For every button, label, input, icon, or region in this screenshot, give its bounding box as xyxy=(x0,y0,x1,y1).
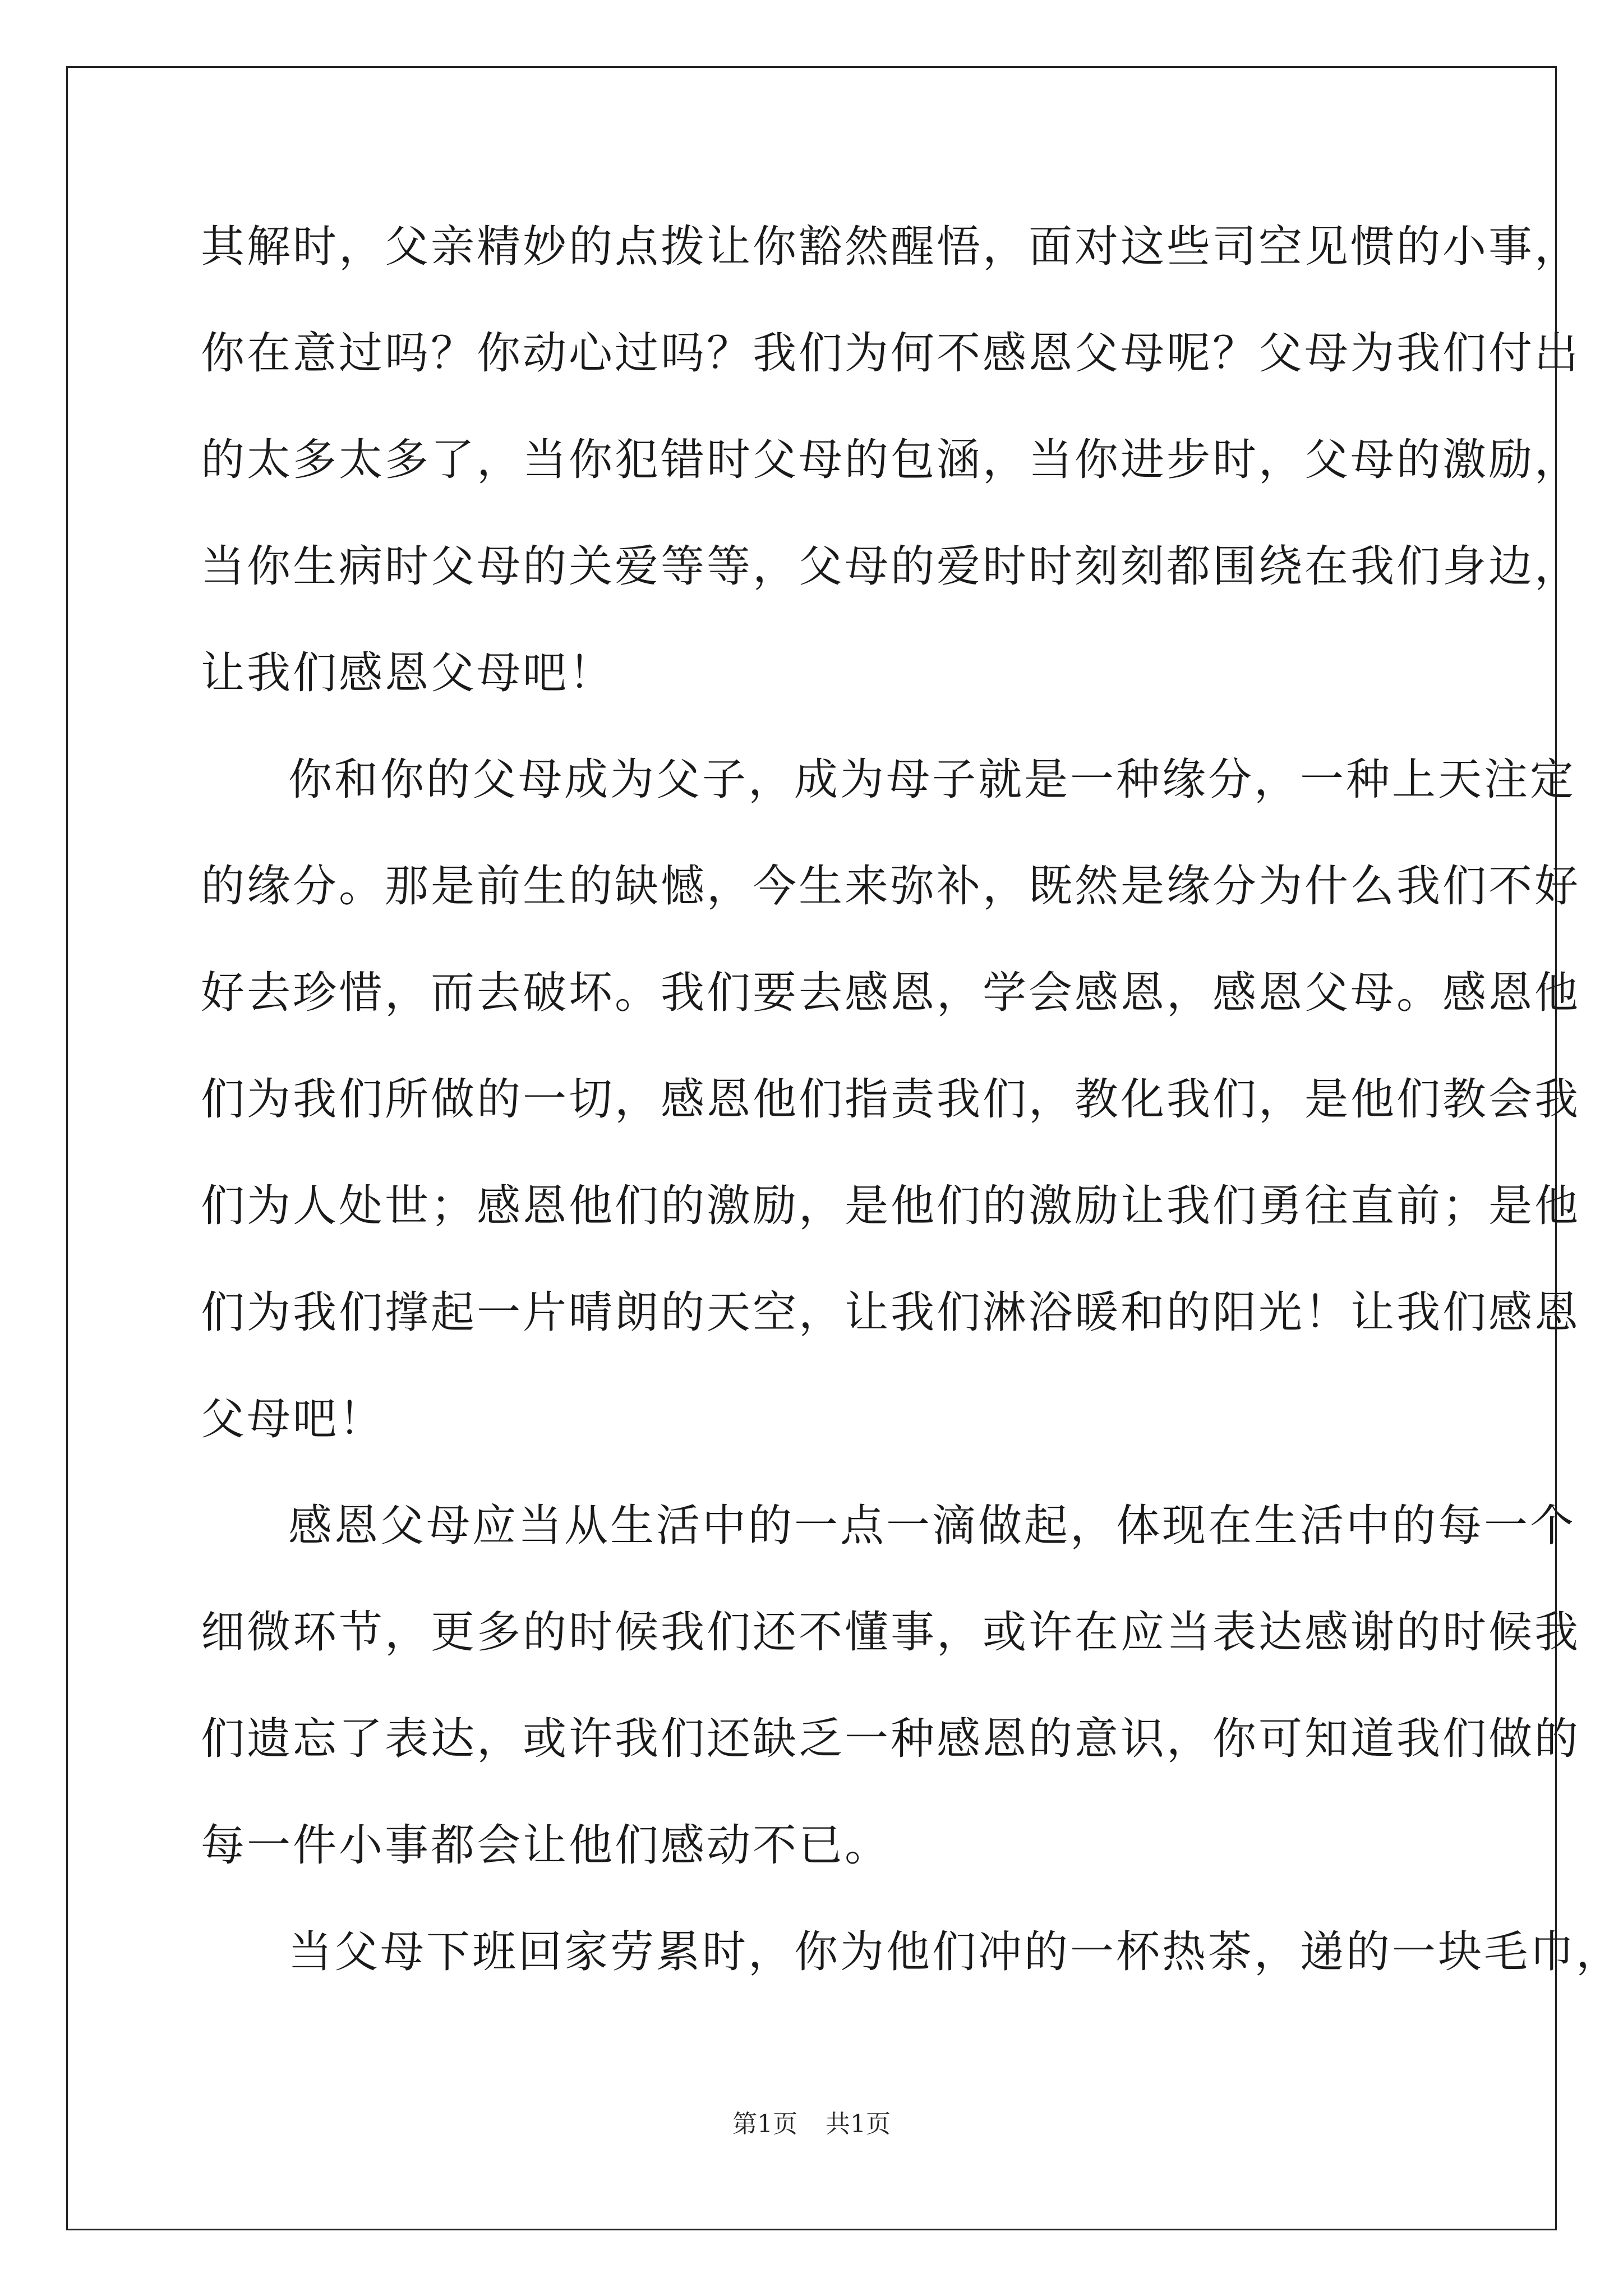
text-line: 每一件小事都会让他们感动不已。 xyxy=(201,1820,891,1871)
text-line: 们为我们所做的一切，感恩他们指责我们，教化我们，是他们教会我 xyxy=(201,1074,1581,1125)
paragraph-first-line: 你和你的父母成为父子，成为母子就是一种缘分，一种上天注定 xyxy=(288,754,1576,805)
text-line: 父母吧！ xyxy=(201,1394,385,1444)
page-footer xyxy=(0,2104,1623,2139)
text-line: 其解时，父亲精妙的点拨让你豁然醒悟，面对这些司空见惯的小事， xyxy=(201,222,1581,272)
text-line: 好去珍惜，而去破坏。我们要去感恩，学会感恩，感恩父母。感恩他 xyxy=(201,968,1581,1018)
text-line: 当你生病时父母的关爱等等，父母的爱时时刻刻都围绕在我们身边， xyxy=(201,541,1581,592)
text-line: 的缘分。那是前生的缺憾，今生来弥补，既然是缘分为什么我们不好 xyxy=(201,861,1581,912)
paragraph-first-line: 感恩父母应当从生活中的一点一滴做起，体现在生活中的每一个 xyxy=(288,1501,1576,1551)
text-line: 你在意过吗？你动心过吗？我们为何不感恩父母呢？父母为我们付出 xyxy=(201,328,1581,379)
text-line: 们为人处世；感恩他们的激励，是他们的激励让我们勇往直前；是他 xyxy=(201,1181,1581,1231)
text-line: 们遗忘了表达，或许我们还缺乏一种感恩的意识，你可知道我们做的 xyxy=(201,1714,1581,1764)
page-total: 共1页 xyxy=(826,2110,891,2138)
text-line: 细微环节，更多的时候我们还不懂事，或许在应当表达感谢的时候我 xyxy=(201,1607,1581,1658)
document-body xyxy=(201,194,1622,2005)
text-line: 们为我们撑起一片晴朗的天空，让我们淋浴暖和的阳光！让我们感恩 xyxy=(201,1287,1581,1338)
text-line: 让我们感恩父母吧！ xyxy=(201,648,615,698)
text-line: 的太多太多了，当你犯错时父母的包涵，当你进步时，父母的激励， xyxy=(201,435,1581,485)
paragraph-first-line: 当父母下班回家劳累时，你为他们冲的一杯热茶，递的一块毛巾， xyxy=(288,1927,1622,1977)
page-number: 第1页 xyxy=(732,2110,797,2138)
